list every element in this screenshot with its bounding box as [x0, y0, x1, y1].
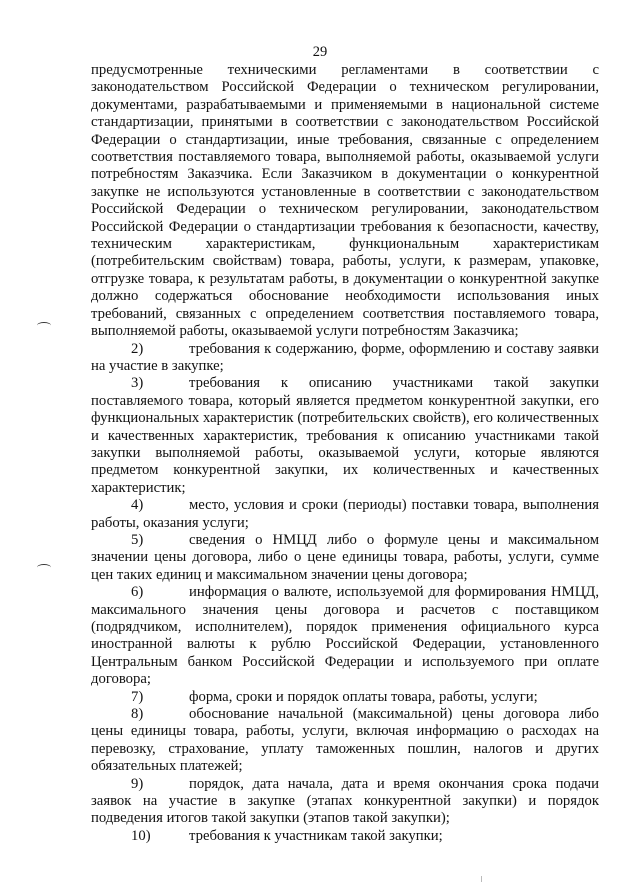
- list-item: [91, 776, 599, 828]
- list-item: [91, 497, 599, 532]
- item-text: требования к участникам такой закупки;: [189, 827, 443, 844]
- item-number: 8): [131, 706, 144, 723]
- item-text: форма, сроки и порядок оплаты товара, работы, услуги;: [189, 688, 538, 705]
- item-number: 2): [131, 340, 144, 357]
- item-number: 5): [131, 531, 144, 548]
- scan-speck: [481, 876, 482, 882]
- item-text: информация о валюте, используемой для формирования НМЦД, максимального значения цены договора и расчетов с поставщиком (подрядчиком, исполнителем), порядок применения официального курса иностранной валюты к рублю Российской Федерации, установленного Центральным банком Российской Федерации и используемого при оплате договора;: [91, 584, 599, 688]
- list-item: [91, 689, 599, 706]
- item-number: 9): [131, 775, 144, 792]
- list-item: [91, 375, 599, 497]
- intro-paragraph: предусмотренные техническими регламентами в соответствии с законодательством Российской Федерации о техническом регулировании, документами, разрабатываемыми и применяемыми в национальной системе стандартизации, принятыми в соответствии с законодательством Российской Федерации о стандартизации, иные требования, связанные с определением соответствия поставляемого товара, выполняемой работы, оказываемой услуги потребностям Заказчика. Если Заказчиком в документации о конкурентной закупке не используются установленные в соответствии с законодательством Российской Федерации о техническом регулировании, законодательством Российской Федерации о стандартизации требования к безопасности, качеству, техническим характеристикам, функциональным характеристикам (потребительским свойствам) товара, работы, услуги, к размерам, упаковке, отгрузке товара, к результатам работы, в документации о конкурентной закупке должно содержаться обоснование необходимости использования иных требований, связанных с определением соответствия поставляемого товара, выполняемой работы, оказываемой услуги потребностям Заказчика;: [91, 62, 599, 340]
- item-number: 7): [131, 688, 144, 705]
- item-text: требования к содержанию, форме, оформлению и составу заявки на участие в закупке;: [91, 340, 599, 374]
- item-text: требования к описанию участниками такой закупки поставляемого товара, который является предметом конкурентной закупки, его функциональных характеристик (потребительских свойств), его количественных и качественных характеристик, требования к описанию участниками такой закупки выполняемой работы, оказываемой услуги, которые являются предметом конкурентной закупки, их количественных и качественных характеристик;: [91, 375, 599, 496]
- margin-mark: [37, 564, 51, 571]
- item-number: 10): [131, 827, 151, 844]
- list-item: [91, 584, 599, 688]
- list-item: [91, 706, 599, 776]
- item-text: сведения о НМЦД либо о формуле цены и максимальном значении цены договора, либо о цене единицы товара, работы, услуги, сумме цен таких единиц и максимальном значении цены договора;: [91, 531, 599, 583]
- item-number: 4): [131, 497, 144, 514]
- item-number: 3): [131, 375, 144, 392]
- item-text: место, условия и сроки (периоды) поставки товара, выполнения работы, оказания услуги;: [91, 497, 599, 531]
- list-item: [91, 532, 599, 584]
- margin-mark: [37, 322, 51, 329]
- item-number: 6): [131, 584, 144, 601]
- page-number: 29: [312, 44, 328, 60]
- item-text: порядок, дата начала, дата и время окончания срока подачи заявок на участие в закупке (этапах конкурентной закупки) и порядок подведения итогов такой закупки (этапов такой закупки);: [91, 775, 599, 827]
- item-text: обоснование начальной (максимальной) цены договора либо цены единицы товара, работы, услуги, включая информацию о расходах на перевозку, страхование, уплату таможенных пошлин, налогов и других обязательных платежей;: [91, 706, 599, 775]
- document-body: [91, 62, 599, 845]
- list-item: [91, 341, 599, 376]
- list-item: [91, 828, 599, 845]
